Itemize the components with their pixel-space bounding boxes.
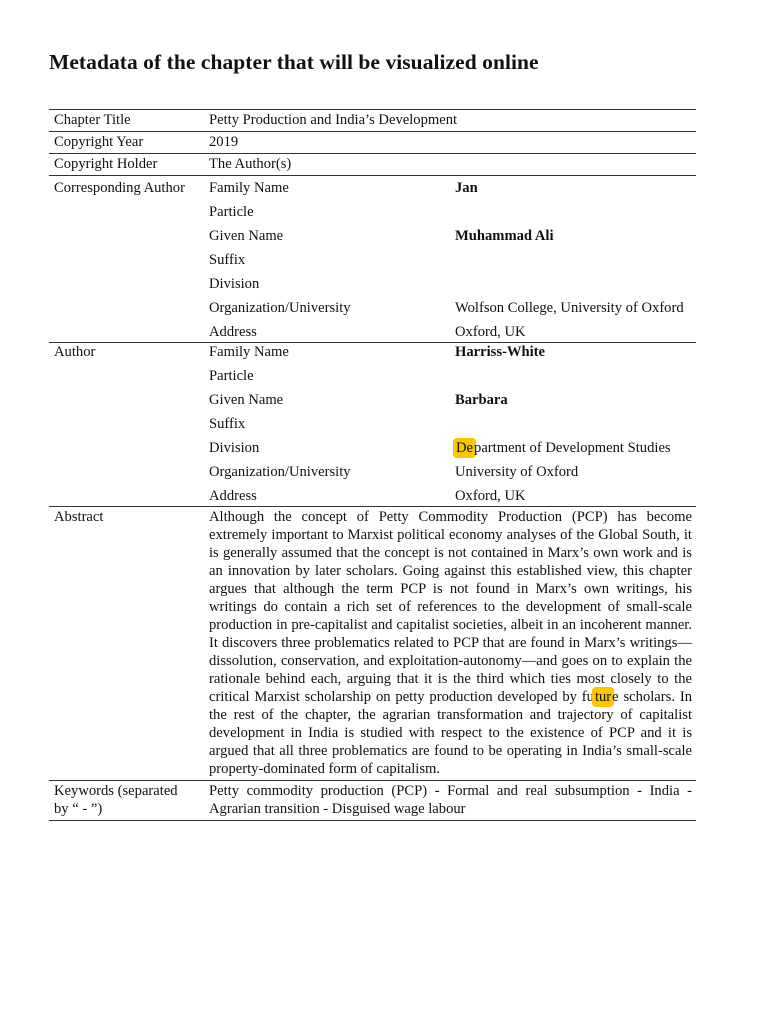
field-label: Organization/University [209, 300, 351, 316]
corresponding-author-row [49, 323, 696, 343]
author-row [49, 367, 696, 391]
field-value [455, 367, 696, 391]
corresponding-author-row [49, 299, 696, 323]
field-label: Address [209, 488, 257, 504]
field-value: Muhammad Ali [455, 228, 554, 244]
abstract-row [49, 507, 696, 781]
author-row [49, 391, 696, 415]
keywords-value: Petty commodity production (PCP) - Formal and real subsumption - India - Agrarian transition - Disguised wage labour [209, 781, 696, 821]
author-row [49, 487, 696, 507]
annotation-highlight[interactable]: tur [594, 689, 612, 705]
field-value: Oxford, UK [455, 488, 526, 504]
copyright-year-row [49, 132, 696, 154]
author-row [49, 463, 696, 487]
field-value [455, 415, 696, 439]
field-label: Particle [209, 368, 254, 384]
author-row [49, 415, 696, 439]
corresponding-author-row [49, 275, 696, 299]
field-value [455, 203, 696, 227]
annotation-highlight[interactable]: De [456, 440, 474, 456]
division-text: partment of Development Studies [474, 440, 671, 456]
author-row [49, 343, 696, 368]
field-label: Address [209, 324, 257, 340]
field-value [455, 251, 696, 275]
field-label: Family Name [209, 176, 455, 204]
copyright-holder-label: Copyright Holder [49, 154, 209, 176]
copyright-year-label: Copyright Year [49, 132, 209, 154]
keywords-row [49, 781, 696, 821]
corresponding-author-label: Corresponding Author [49, 176, 209, 204]
field-label: Division [209, 440, 260, 456]
abstract-text: Although the concept of Petty Commodity Production (PCP) has become extremely important to Marxist political economy analyses of the Global South, it is generally assumed that the concept is not contained in Marx’s own work and is an innovation by later scholars. Going against this established view, this chapter argues that although the term PCP is not found in Marx’s own writings, his writings do contain a rich set of references to the development of small-scale production in pre-capitalist and capitalist societies, albeit in an incoherent manner. It discovers three problematics related to PCP that are found in Marx’s writings—dissolution, conservation, and exploitation-autonomy—and goes on to explain the rationale behind each, arguing that it is the third which ties most closely to the critical Marxist scholarship on petty production developed by future scholars. In the rest of the chapter, the agrarian transformation and trajectory of capitalist development in India is studied with respect to the existence of PCP and it is argued that all three problematics are found to be operating in India’s small-scale property-dominated form of capitalism. [209, 507, 696, 781]
field-label: Organization/University [209, 464, 351, 480]
chapter-title-value: Petty Production and India’s Development [209, 110, 696, 132]
field-label: Suffix [209, 252, 246, 268]
field-value: Jan [455, 176, 696, 204]
field-label: Given Name [209, 392, 284, 408]
chapter-title-label: Chapter Title [49, 110, 209, 132]
field-label: Suffix [209, 416, 246, 432]
author-label: Author [49, 343, 209, 368]
corresponding-author-row [49, 227, 696, 251]
keywords-label: Keywords (separated by “ - ”) [49, 781, 209, 821]
copyright-holder-row [49, 154, 696, 176]
field-value [455, 275, 696, 299]
copyright-holder-value: The Author(s) [209, 154, 696, 176]
corresponding-author-row [49, 176, 696, 204]
field-value: Barbara [455, 392, 508, 408]
field-value: Wolfson College, University of Oxford [455, 300, 684, 316]
field-value: Harriss-White [455, 343, 696, 368]
field-value: University of Oxford [455, 464, 579, 480]
field-label: Particle [209, 204, 254, 220]
page-title: Metadata of the chapter that will be visualized online [49, 50, 539, 74]
author-row [49, 439, 696, 463]
metadata-table [49, 109, 696, 821]
field-label: Given Name [209, 228, 284, 244]
field-label: Division [209, 276, 260, 292]
copyright-year-value: 2019 [209, 132, 696, 154]
corresponding-author-row [49, 203, 696, 227]
field-value [455, 439, 696, 463]
chapter-title-row [49, 110, 696, 132]
field-value: Oxford, UK [455, 324, 526, 340]
corresponding-author-row [49, 251, 696, 275]
abstract-label: Abstract [49, 507, 209, 781]
field-label: Family Name [209, 343, 455, 368]
